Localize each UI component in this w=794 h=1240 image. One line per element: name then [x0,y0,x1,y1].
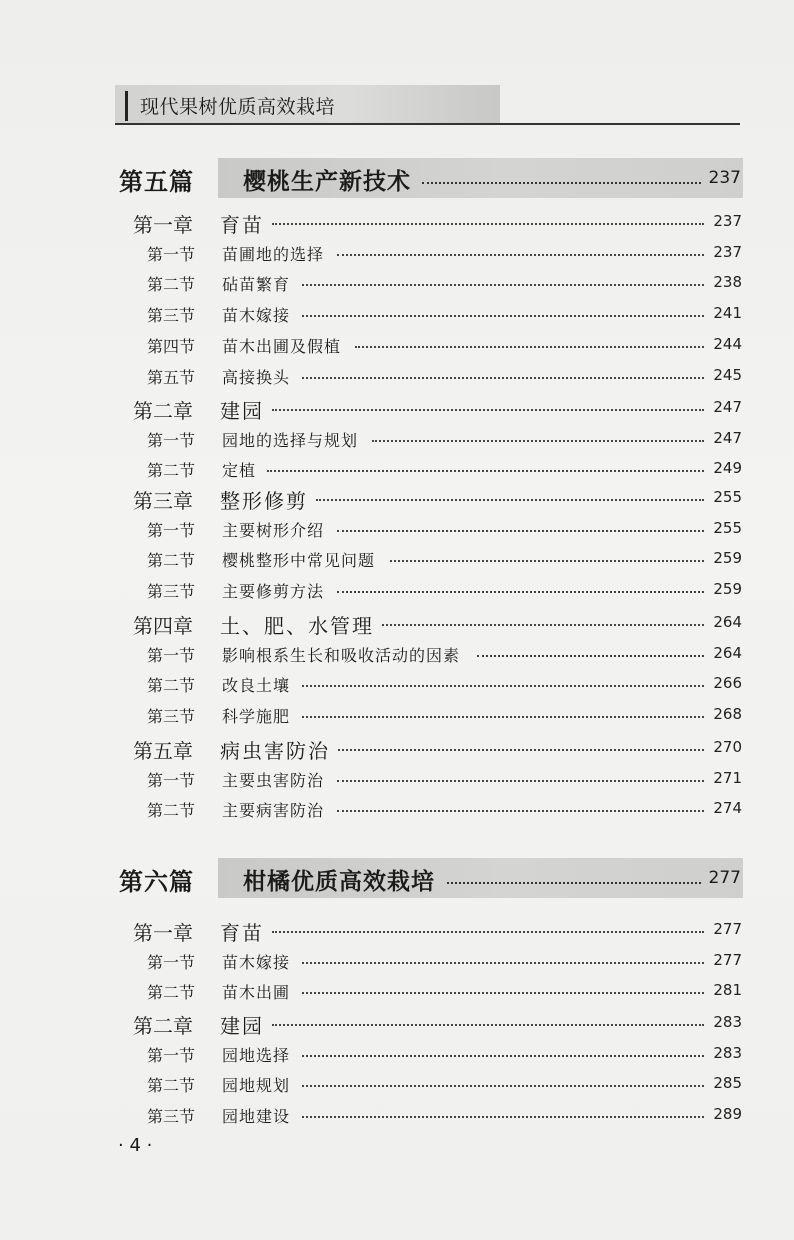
dot-leader [302,716,704,718]
toc-section-row [0,639,794,669]
page-number: 277 [713,950,742,969]
page-number: 289 [713,1105,742,1124]
section-title: 园地规划 [222,1076,291,1096]
page-number: 247 [713,398,742,416]
part-title: 柑橘优质高效栽培 [243,869,435,895]
section-label: 第二节 [147,551,196,571]
dot-leader [337,530,704,532]
toc-section-row [0,669,794,699]
page-number: 244 [713,334,742,353]
section-label: 第二节 [147,275,196,295]
section-title: 园地建设 [222,1107,291,1127]
section-label: 第二节 [147,676,196,696]
section-label: 第二节 [147,801,196,821]
section-label: 第一节 [147,430,196,450]
running-header-title: 现代果树优质高效栽培 [140,96,336,118]
dot-leader [272,1024,704,1026]
page-number: 281 [713,981,742,1000]
page-number: 237 [713,242,742,261]
page-number: 270 [713,738,742,756]
chapter-label: 第一章 [133,213,193,237]
toc-chapter-row [0,1008,794,1038]
page-number: 247 [713,428,742,447]
dot-leader [302,377,704,379]
chapter-title: 育苗 [220,921,264,945]
page-number: 255 [713,488,742,506]
chapter-title: 病虫害防治 [220,739,330,763]
section-label: 第一节 [147,952,196,972]
section-title: 苗木嫁接 [222,306,291,326]
dot-leader [477,655,704,657]
page-number: 249 [713,459,742,478]
section-label: 第五节 [147,367,196,387]
part-heading [115,158,743,198]
dot-leader [302,284,704,286]
toc-section-row [0,268,794,298]
dot-leader [447,882,701,884]
dot-leader [422,182,701,184]
dot-leader [372,440,704,442]
section-label: 第一节 [147,770,196,790]
section-label: 第一节 [147,520,196,540]
dot-leader [337,591,704,593]
section-label: 第三节 [147,707,196,727]
section-label: 第二节 [147,1076,196,1096]
dot-leader [302,1085,704,1087]
page-number: 259 [713,580,742,599]
chapter-label: 第一章 [133,921,193,945]
section-title: 高接换头 [222,367,291,387]
toc-chapter-row [0,608,794,638]
chapter-title: 建园 [220,399,264,423]
chapter-label: 第二章 [133,399,193,423]
part-title: 樱桃生产新技术 [243,169,411,195]
toc-section-row [0,976,794,1006]
section-label: 第三节 [147,1107,196,1127]
section-label: 第四节 [147,336,196,356]
toc-section-row [0,544,794,574]
dot-leader [302,992,704,994]
section-title: 园地选择 [222,1045,291,1065]
page-number: · 4 · [118,1135,153,1156]
dot-leader [302,1055,704,1057]
section-title: 主要修剪方法 [222,582,325,602]
dot-leader [382,624,704,626]
toc-section-row [0,700,794,730]
section-title: 定植 [222,461,257,481]
chapter-label: 第五章 [133,739,193,763]
section-label: 第三节 [147,582,196,602]
section-title: 改良土壤 [222,676,291,696]
page-number: 241 [713,304,742,323]
dot-leader [337,254,704,256]
dot-leader [272,223,704,225]
part-heading [115,858,743,898]
dot-leader [390,560,705,562]
page-number: 283 [713,1043,742,1062]
section-title: 樱桃整形中常见问题 [222,551,376,571]
page-number: 255 [713,518,742,537]
part-label: 第五篇 [119,168,194,196]
dot-leader [302,315,704,317]
toc-chapter-row [0,393,794,423]
toc-section-row [0,1039,794,1069]
toc-section-row [0,794,794,824]
section-label: 第二节 [147,983,196,1003]
section-title: 苗木出圃 [222,983,291,1003]
dot-leader [337,810,704,812]
dot-leader [337,780,704,782]
section-label: 第一节 [147,645,196,665]
section-label: 第一节 [147,1045,196,1065]
dot-leader [302,685,704,687]
running-header-marker [125,91,128,121]
page-number: 264 [713,643,742,662]
page-number: 245 [713,365,742,384]
section-label: 第三节 [147,306,196,326]
toc-section-row [0,361,794,391]
chapter-label: 第二章 [133,1014,193,1038]
toc-chapter-row [0,483,794,513]
page-number: 259 [713,549,742,568]
chapter-title: 育苗 [220,213,264,237]
page-number: 271 [713,768,742,787]
chapter-title: 土、肥、水管理 [220,614,374,638]
section-title: 科学施肥 [222,707,291,727]
toc-section-row [0,454,794,484]
dot-leader [302,1116,704,1118]
section-label: 第二节 [147,461,196,481]
page-number: 268 [713,705,742,724]
section-title: 砧苗繁育 [222,275,291,295]
dot-leader [302,962,704,964]
page-number: 238 [713,273,742,292]
toc-section-row [0,946,794,976]
part-label: 第六篇 [119,868,194,896]
page-number: 274 [713,799,742,818]
section-title: 苗圃地的选择 [222,244,325,264]
toc-section-row [0,299,794,329]
toc-section-row [0,575,794,605]
dot-leader [272,931,704,933]
page-number: 285 [713,1074,742,1093]
part-page-number: 237 [708,168,741,188]
dot-leader [272,409,704,411]
dot-leader [316,499,704,501]
chapter-title: 建园 [220,1014,264,1038]
page-number: 237 [713,212,742,230]
toc-chapter-row [0,915,794,945]
section-title: 影响根系生长和吸收活动的因素 [222,645,461,665]
chapter-title: 整形修剪 [220,489,308,513]
toc-chapter-row [0,733,794,763]
toc-section-row [0,1100,794,1130]
page-number: 283 [713,1013,742,1031]
toc-section-row [0,764,794,794]
section-title: 主要虫害防治 [222,770,325,790]
page-number: 266 [713,674,742,693]
dot-leader [338,749,704,751]
dot-leader [355,346,705,348]
section-title: 主要病害防治 [222,801,325,821]
toc-section-row [0,514,794,544]
section-label: 第一节 [147,244,196,264]
toc-chapter-row [0,207,794,237]
section-title: 苗木嫁接 [222,952,291,972]
toc-section-row [0,330,794,360]
part-page-number: 277 [708,868,741,888]
section-title: 园地的选择与规划 [222,430,359,450]
chapter-label: 第四章 [133,614,193,638]
toc-section-row [0,424,794,454]
section-title: 主要树形介绍 [222,520,325,540]
chapter-label: 第三章 [133,489,193,513]
toc-section-row [0,238,794,268]
toc-section-row [0,1069,794,1099]
section-title: 苗木出圃及假植 [222,336,342,356]
page-number: 264 [713,613,742,631]
header-rule [115,123,740,125]
dot-leader [267,470,704,472]
page-number: 277 [713,920,742,938]
